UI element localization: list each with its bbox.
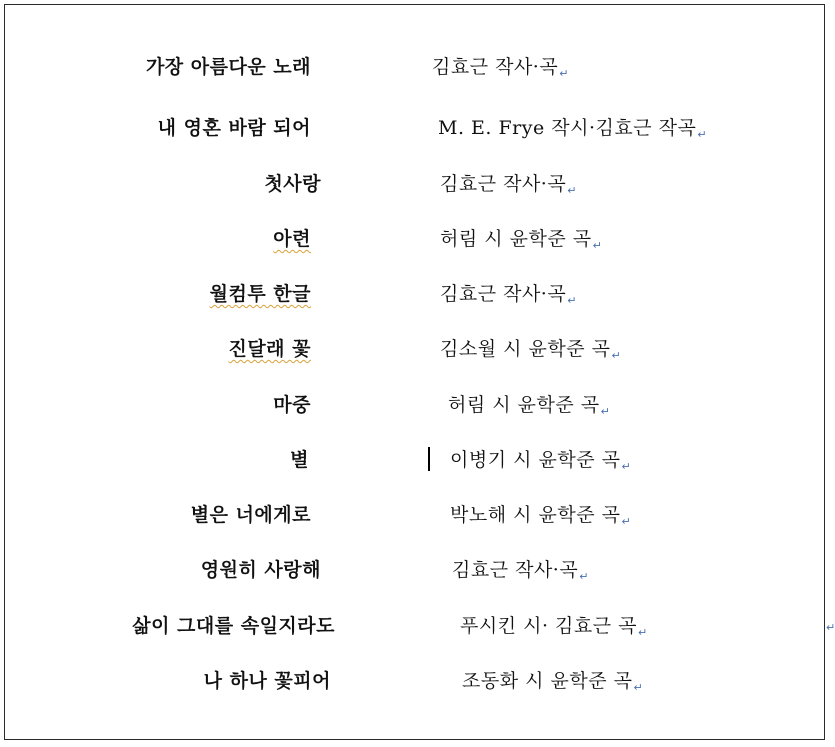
song-credit: 이병기 시 윤학준 곡↵ xyxy=(450,449,632,473)
song-credit: 허림 시 윤학준 곡↵ xyxy=(440,228,603,252)
song-title: 아련 xyxy=(273,228,311,250)
song-credit: 조동화 시 윤학준 곡↵ xyxy=(462,670,644,694)
paragraph-mark-icon: ↵ xyxy=(600,405,611,418)
song-credit: 푸시킨 시· 김효근 곡↵ xyxy=(460,615,648,639)
list-item xyxy=(0,55,831,95)
list-item xyxy=(0,614,831,654)
song-title: 영원히 사랑해 xyxy=(200,559,321,581)
list-item xyxy=(0,227,831,267)
song-credit: 김효근 작사·곡↵ xyxy=(440,283,577,307)
song-credit: 허림 시 윤학준 곡↵ xyxy=(448,394,611,418)
paragraph-mark-icon: ↵ xyxy=(611,349,622,362)
song-credit: 김효근 작사·곡↵ xyxy=(452,559,589,583)
paragraph-mark-icon: ↵ xyxy=(559,67,569,80)
song-title: 마중 xyxy=(273,394,311,416)
song-title: 나 하나 꽃피어 xyxy=(203,670,331,692)
list-item xyxy=(0,503,831,543)
song-title: 별 xyxy=(290,449,309,471)
list-item xyxy=(0,393,831,433)
paragraph-mark-icon: ↵ xyxy=(633,681,644,694)
song-title: 삶이 그대를 속일지라도 xyxy=(132,615,335,637)
list-item xyxy=(0,172,831,212)
list-item xyxy=(0,337,831,377)
list-item xyxy=(0,448,831,488)
song-title: 진달래 꽃 xyxy=(228,338,311,360)
list-item xyxy=(0,282,831,322)
song-credit: 김소월 시 윤학준 곡↵ xyxy=(440,338,622,362)
song-credit: 김효근 작사·곡↵ xyxy=(440,173,577,197)
paragraph-mark-icon: ↵ xyxy=(592,239,603,252)
song-title: 가장 아름다운 노래 xyxy=(145,56,311,78)
paragraph-mark-icon: ↵ xyxy=(638,626,648,639)
paragraph-mark-icon: ↵ xyxy=(621,460,632,473)
paragraph-mark-icon: ↵ xyxy=(567,184,577,197)
song-credit: 박노해 시 윤학준 곡↵ xyxy=(450,504,632,528)
song-title: 내 영혼 바람 되어 xyxy=(157,117,311,139)
song-credit: M. E. Frye 작시·김효근 작곡↵ xyxy=(438,117,708,141)
text-cursor xyxy=(428,447,430,471)
song-title: 월컴투 한글 xyxy=(209,283,311,305)
margin-paragraph-mark-icon: ↵ xyxy=(826,621,835,634)
list-item xyxy=(0,116,831,156)
list-item xyxy=(0,669,831,709)
paragraph-mark-icon: ↵ xyxy=(567,294,577,307)
song-title: 첫사랑 xyxy=(264,173,321,195)
song-title: 별은 너에게로 xyxy=(190,504,311,526)
paragraph-mark-icon: ↵ xyxy=(697,128,708,141)
paragraph-mark-icon: ↵ xyxy=(621,515,632,528)
song-credit: 김효근 작사·곡↵ xyxy=(432,56,569,80)
paragraph-mark-icon: ↵ xyxy=(579,570,589,583)
list-item xyxy=(0,558,831,598)
